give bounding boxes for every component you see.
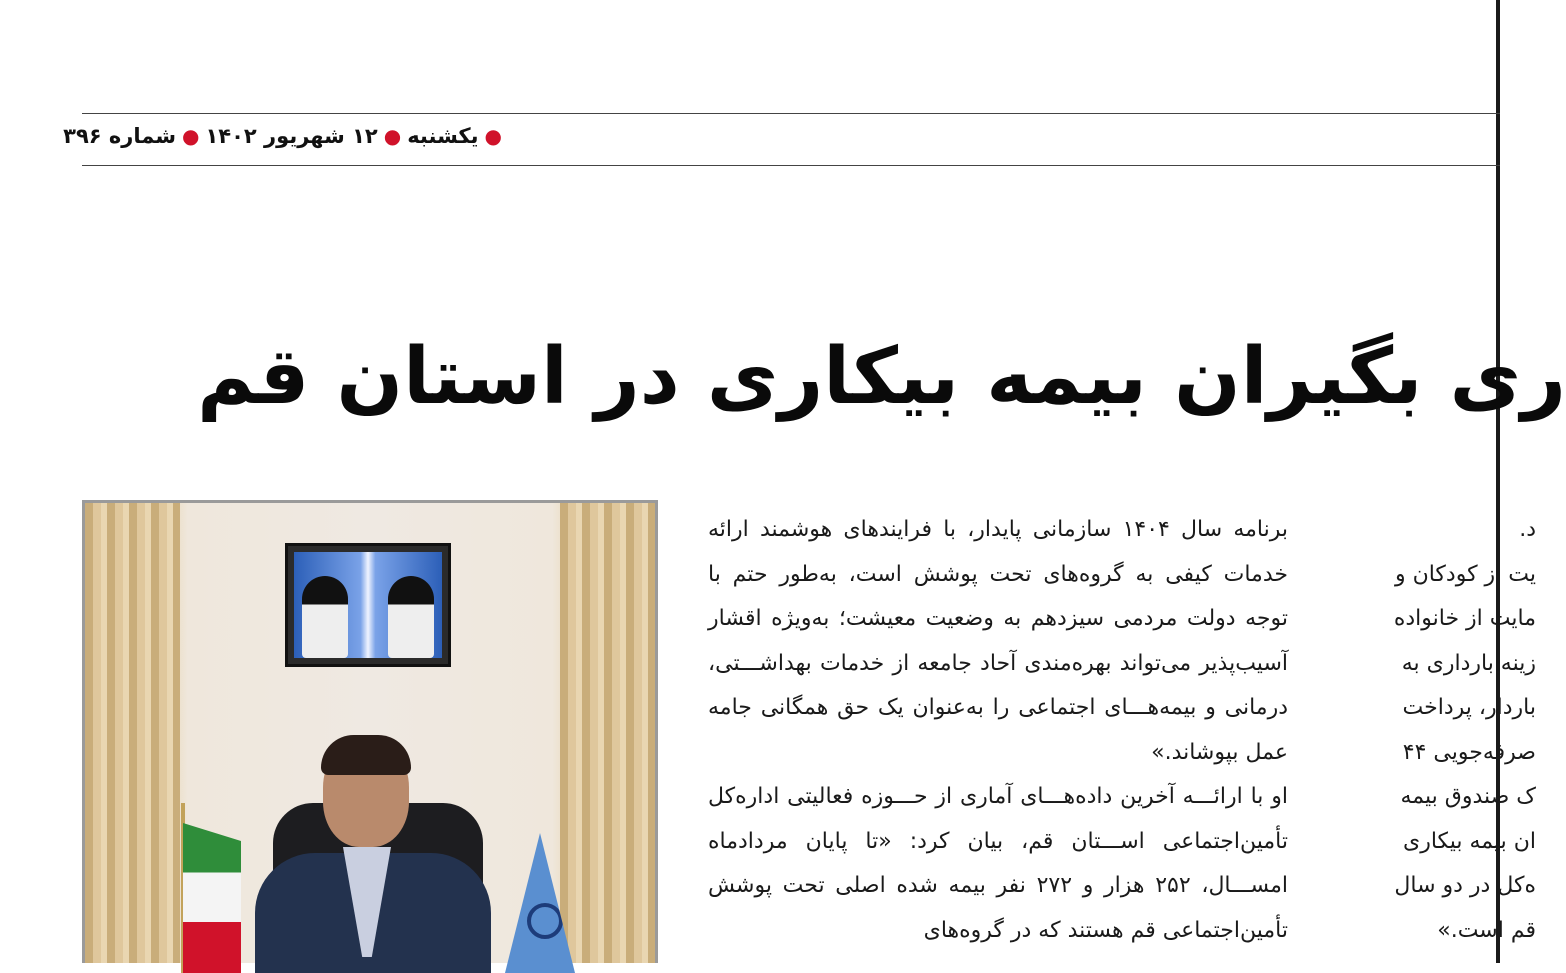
dateline-date: ۱۲ شهریور ۱۴۰۲ (205, 124, 378, 148)
curtain-left (85, 503, 180, 963)
article-line: ک صندوق بیمه (1400, 784, 1536, 809)
dateline-issue: شماره ۳۹۶ (63, 124, 177, 148)
article-line: زینه بارداری به (1401, 650, 1536, 676)
article-column-main (708, 508, 1288, 953)
bullet-icon: ● (484, 124, 502, 148)
dateline-day: یکشنبه (407, 124, 479, 148)
bullet-icon: ● (182, 124, 200, 148)
article-line: یت از کودکان و (1394, 561, 1536, 587)
article-line: ه‌کل در دو سال (1394, 873, 1536, 898)
emblem-icon (527, 903, 563, 939)
article-line: ان بیمه بیکاری (1403, 828, 1536, 854)
curtain-right (560, 503, 655, 963)
headline: ری بگیران بیمه بیکاری در استان قم (197, 332, 1566, 422)
article-line: د. (1519, 517, 1536, 542)
article-paragraph: او با ارائـــه آخرین داده‌هـــای آماری از حـــوزه فعالیتی اداره‌کل تأمین‌اجتماعی اســـتان قم، بیان کرد: «تا پایان مردادماه امســـال، ۲۵۲ هزار و ۲۷۲ نفر بیمه شده اصلی تحت پوشش تأمین‌اجتماعی قم هستند که در گروه‌های (708, 784, 1288, 943)
wall-portrait-frame (285, 543, 451, 667)
headline-container (197, 320, 1566, 435)
article-paragraph: برنامه سال ۱۴۰۴ سازمانی پایدار، با فرایندهای هوشمند ارائه خدمات کیفی به گروه‌های تحت پوشش است، به‌طور حتم با توجه دولت مردمی سیزدهم به وضعیت معیشت؛ به‌ویژه اقشار آسیب‌پذیر می‌تواند بهره‌مندی آحاد جامعه از خدمات بهداشـــتی، درمانی و بیمه‌هـــای اجتماعی را به‌عنوان یک حق همگانی جامه عمل بپوشاند.» (708, 517, 1288, 765)
article-line: مایت از خانواده (1393, 606, 1536, 631)
article-line: باردار، پرداخت (1402, 695, 1536, 720)
top-rule (82, 113, 1500, 114)
bottom-rule (82, 165, 1500, 166)
dateline (64, 124, 504, 148)
article-photo (82, 500, 658, 963)
iran-flag (183, 823, 241, 973)
person-hair (321, 735, 411, 775)
article-column-right-clip (1336, 508, 1536, 963)
bullet-icon: ● (383, 124, 402, 148)
article-line: قم است.» (1437, 917, 1536, 943)
article-column-right (1336, 508, 1536, 953)
article-line: صرفه‌جویی ۴۴ (1402, 739, 1536, 765)
